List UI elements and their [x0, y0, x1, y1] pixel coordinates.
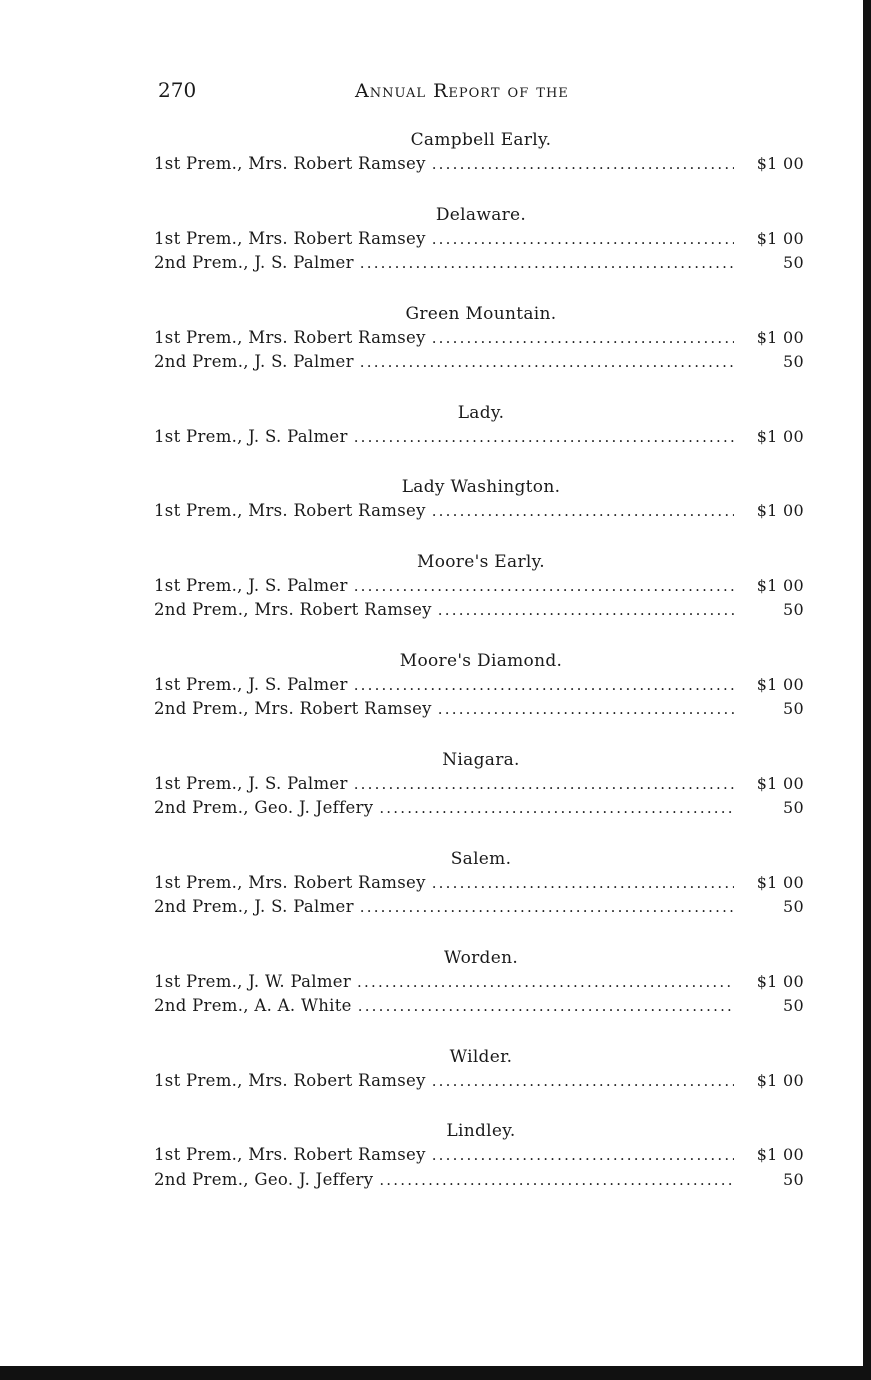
dot-leader — [360, 895, 734, 920]
entry-label: 1st Prem., J. S. Palmer — [154, 773, 348, 793]
premium-entry — [154, 350, 804, 375]
premium-section — [154, 649, 804, 722]
dot-leader — [360, 251, 734, 276]
dot-leader — [432, 499, 734, 524]
dot-leader — [438, 598, 734, 623]
premium-entry — [154, 227, 804, 252]
premium-entry — [154, 1069, 804, 1094]
section-title: Delaware. — [435, 204, 527, 225]
section-title: Lindley. — [446, 1121, 516, 1141]
section-title: Wilder. — [449, 1046, 513, 1067]
dot-leader — [354, 425, 734, 450]
entry-amount: $1 00 — [756, 773, 804, 793]
entry-amount: 50 — [783, 352, 804, 371]
premium-section — [154, 302, 804, 375]
entry-amount: 50 — [783, 897, 804, 916]
premium-section — [154, 475, 804, 524]
entry-label: 2nd Prem., J. S. Palmer — [154, 253, 354, 272]
dot-leader — [432, 227, 734, 252]
entry-amount: $1 00 — [756, 327, 804, 347]
section-title: Moore's Diamond. — [399, 650, 563, 671]
premium-entry — [154, 425, 804, 450]
premium-section — [154, 946, 804, 1019]
section-title: Salem. — [450, 848, 512, 869]
dot-leader — [432, 871, 734, 896]
entry-label: 1st Prem., Mrs. Robert Ramsey — [154, 228, 426, 248]
section-entries — [154, 499, 804, 524]
entry-amount: 50 — [783, 600, 804, 619]
premium-section — [154, 1045, 804, 1094]
premium-entry — [154, 152, 804, 177]
dot-leader — [354, 574, 734, 599]
entry-amount: 50 — [783, 699, 804, 718]
section-entries — [154, 673, 804, 722]
section-entries — [154, 425, 804, 450]
premium-entry — [154, 598, 804, 623]
page-edge-bottom — [0, 1366, 871, 1380]
entry-label: 2nd Prem., Mrs. Robert Ramsey — [154, 699, 432, 718]
entry-label: 2nd Prem., Geo. J. Jeffery — [154, 1169, 374, 1189]
premium-section — [154, 748, 804, 821]
entry-label: 1st Prem., Mrs. Robert Ramsey — [154, 872, 426, 892]
premium-entry — [154, 796, 804, 821]
entry-amount: 50 — [783, 253, 804, 272]
premium-section — [154, 1119, 804, 1192]
premium-entry — [154, 697, 804, 722]
premium-entry — [154, 1143, 804, 1168]
entry-label: 1st Prem., J. S. Palmer — [154, 426, 348, 446]
premium-section — [154, 550, 804, 623]
entry-label: 1st Prem., Mrs. Robert Ramsey — [154, 327, 426, 347]
entry-label: 1st Prem., J. S. Palmer — [154, 674, 348, 694]
page-edge-right — [863, 0, 871, 1380]
entry-amount: $1 00 — [756, 674, 804, 694]
entry-amount: $1 00 — [756, 575, 804, 595]
section-title: Lady Washington. — [401, 477, 561, 497]
entry-amount: $1 00 — [756, 154, 804, 173]
dot-leader — [354, 673, 734, 698]
entry-label: 1st Prem., J. S. Palmer — [154, 575, 348, 595]
entry-label: 2nd Prem., Mrs. Robert Ramsey — [154, 600, 432, 619]
entry-label: 1st Prem., Mrs. Robert Ramsey — [154, 1070, 426, 1090]
entry-label: 1st Prem., Mrs. Robert Ramsey — [154, 154, 426, 173]
dot-leader — [432, 152, 734, 177]
section-entries — [154, 871, 804, 920]
entry-label: 1st Prem., Mrs. Robert Ramsey — [154, 501, 426, 520]
section-title: Green Mountain. — [405, 303, 557, 324]
entry-label: 1st Prem., Mrs. Robert Ramsey — [154, 1145, 426, 1164]
entry-label: 2nd Prem., J. S. Palmer — [154, 897, 354, 916]
entry-label: 2nd Prem., Geo. J. Jeffery — [154, 798, 374, 817]
page-number: 270 — [158, 78, 197, 102]
section-entries — [154, 1143, 804, 1192]
premium-entry — [154, 970, 804, 995]
section-entries — [154, 574, 804, 623]
section-title: Niagara. — [442, 749, 520, 770]
dot-leader — [360, 350, 734, 375]
entry-label: 2nd Prem., J. S. Palmer — [154, 352, 354, 371]
page-header — [158, 78, 803, 106]
dot-leader — [432, 1143, 734, 1168]
section-entries — [154, 970, 804, 1019]
dot-leader — [438, 697, 734, 722]
section-entries — [154, 227, 804, 276]
entry-amount: $1 00 — [756, 426, 804, 446]
section-entries — [154, 326, 804, 375]
entry-amount: $1 00 — [756, 1070, 804, 1090]
entry-amount: $1 00 — [756, 872, 804, 892]
dot-leader — [432, 326, 734, 351]
section-title: Worden. — [443, 947, 519, 968]
running-head: Annual Report of the — [355, 80, 569, 102]
entry-amount: $1 00 — [756, 1145, 804, 1164]
entry-amount: 50 — [783, 798, 804, 817]
entry-amount: 50 — [783, 1169, 804, 1189]
dot-leader — [354, 772, 734, 797]
section-entries — [154, 772, 804, 821]
entry-amount: $1 00 — [756, 501, 804, 520]
entry-label: 2nd Prem., A. A. White — [154, 996, 352, 1015]
section-title: Moore's Early. — [417, 551, 545, 572]
entry-amount: 50 — [783, 996, 804, 1015]
premium-entry — [154, 326, 804, 351]
premium-section — [154, 401, 804, 450]
premium-section — [154, 128, 804, 177]
premium-entry — [154, 994, 804, 1019]
premium-entry — [154, 251, 804, 276]
dot-leader — [379, 1168, 734, 1193]
premium-entry — [154, 574, 804, 599]
dot-leader — [379, 796, 734, 821]
premium-entry — [154, 499, 804, 524]
premium-section — [154, 847, 804, 920]
section-entries — [154, 152, 804, 177]
dot-leader — [358, 994, 734, 1019]
entry-amount: $1 00 — [756, 971, 804, 991]
entry-label: 1st Prem., J. W. Palmer — [154, 971, 352, 991]
section-title: Campbell Early. — [410, 130, 552, 150]
dot-leader — [432, 1069, 734, 1094]
premium-entry — [154, 871, 804, 896]
section-entries — [154, 1069, 804, 1094]
section-title: Lady. — [457, 402, 505, 423]
premium-entry — [154, 895, 804, 920]
premium-list — [154, 128, 804, 1218]
premium-entry — [154, 673, 804, 698]
entry-amount: $1 00 — [756, 228, 804, 248]
premium-section — [154, 203, 804, 276]
premium-entry — [154, 772, 804, 797]
dot-leader — [357, 970, 734, 995]
premium-entry — [154, 1168, 804, 1193]
